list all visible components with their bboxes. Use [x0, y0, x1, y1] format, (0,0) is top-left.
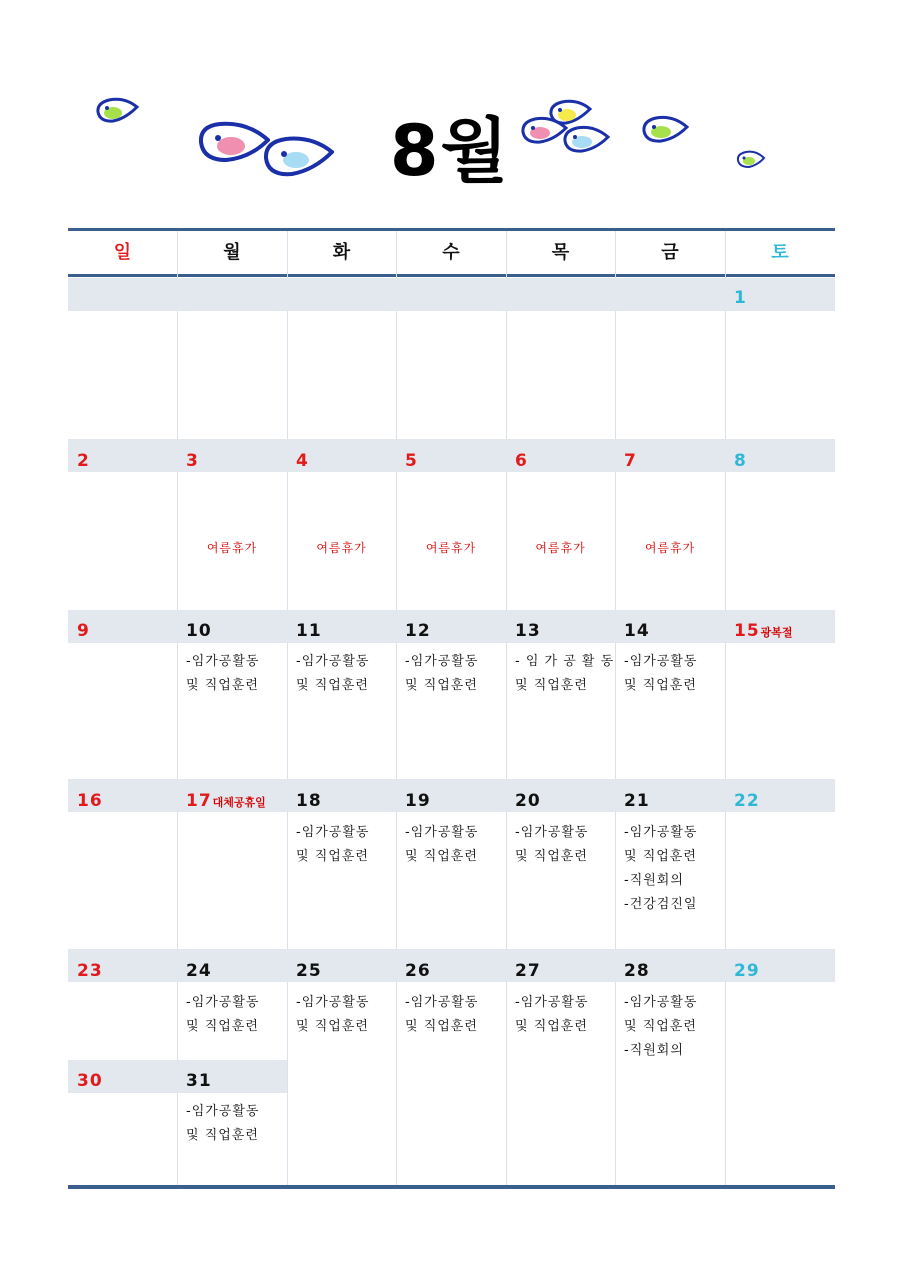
event-text: [624, 821, 697, 917]
day-17: [186, 791, 266, 811]
weekday-header-fri: 금: [661, 242, 679, 263]
day-3: 3: [186, 451, 199, 471]
header-rule: [68, 274, 835, 277]
event-line: 및 직업훈련: [405, 678, 478, 693]
event-line: -건강검진일: [624, 897, 698, 912]
event-line: -임가공활동: [624, 995, 698, 1010]
day-11: 11: [296, 621, 322, 641]
weekday-header-wed: 수: [442, 242, 460, 263]
event-line: 및 직업훈련: [405, 1019, 478, 1034]
vacation-label: 여름휴가: [316, 541, 367, 555]
grid-line: [396, 231, 397, 1185]
day-23: 23: [77, 961, 103, 981]
event-line: 및 직업훈련: [515, 849, 588, 864]
event-text: [515, 991, 588, 1039]
day-8: 8: [734, 451, 747, 471]
event-line: -임가공활동: [186, 1104, 260, 1119]
event-line: -임가공활동: [405, 825, 479, 840]
day-2: 2: [77, 451, 90, 471]
event-line: 및 직업훈련: [405, 849, 478, 864]
day-16: 16: [77, 791, 103, 811]
event-line: 및 직업훈련: [515, 678, 588, 693]
event-line: -임가공활동: [296, 825, 370, 840]
day-19: 19: [405, 791, 431, 811]
weekday-header-sat: 토: [771, 242, 789, 263]
day-15-number: 15: [734, 621, 760, 641]
event-line: -임가공활동: [405, 654, 479, 669]
day-28: 28: [624, 961, 650, 981]
day-6: 6: [515, 451, 528, 471]
day-18: 18: [296, 791, 322, 811]
grid-line: [506, 231, 507, 1185]
event-line: - 임 가 공 활 동: [515, 654, 615, 669]
day-14: 14: [624, 621, 650, 641]
week-band: [68, 278, 835, 311]
day-15: [734, 621, 793, 641]
event-line: 및 직업훈련: [186, 1019, 259, 1034]
day-27: 27: [515, 961, 541, 981]
event-line: -임가공활동: [624, 825, 698, 840]
grid-line: [725, 231, 726, 1185]
event-line: -임가공활동: [624, 654, 698, 669]
day-25: 25: [296, 961, 322, 981]
event-line: -임가공활동: [296, 654, 370, 669]
event-line: 및 직업훈련: [624, 678, 697, 693]
holiday-label-liberation: 광복절: [760, 626, 793, 639]
day-21: 21: [624, 791, 650, 811]
event-text: [515, 650, 614, 698]
day-29: 29: [734, 961, 760, 981]
event-line: -임가공활동: [186, 654, 260, 669]
day-5: 5: [405, 451, 418, 471]
event-line: -임가공활동: [186, 995, 260, 1010]
day-7: 7: [624, 451, 637, 471]
weekday-header-thu: 목: [551, 242, 570, 263]
day-20: 20: [515, 791, 541, 811]
day-10: 10: [186, 621, 212, 641]
vacation-label: 여름휴가: [206, 541, 258, 555]
event-line: -임가공활동: [515, 995, 589, 1010]
vacation-label: 여름휴가: [535, 541, 586, 555]
bottom-rule: [68, 1185, 835, 1189]
event-text: [405, 821, 478, 869]
day-9: 9: [77, 621, 90, 641]
event-line: 및 직업훈련: [296, 849, 369, 864]
event-line: 및 직업훈련: [624, 849, 697, 864]
grid-line: [287, 231, 288, 1185]
day-31: 31: [186, 1071, 212, 1091]
event-text: [186, 650, 259, 698]
week-band: [68, 610, 835, 643]
week-band: [68, 779, 835, 812]
day-12: 12: [405, 621, 431, 641]
event-text: [186, 1100, 259, 1148]
event-line: -임가공활동: [296, 995, 370, 1010]
event-text: [515, 821, 588, 869]
day-22: 22: [734, 791, 760, 811]
calendar-grid: [68, 228, 835, 1190]
event-line: 및 직업훈련: [296, 1019, 369, 1034]
day-1: 1: [734, 288, 747, 308]
day-13: 13: [515, 621, 541, 641]
event-text: [624, 650, 697, 698]
event-text: [624, 991, 697, 1063]
day-26: 26: [405, 961, 431, 981]
event-text: [405, 991, 478, 1039]
event-line: 및 직업훈련: [624, 1019, 697, 1034]
day-30: 30: [77, 1071, 103, 1091]
event-line: 및 직업훈련: [296, 678, 369, 693]
event-line: -직원회의: [624, 873, 684, 888]
grid-line: [177, 231, 178, 1185]
vacation-label: 여름휴가: [425, 541, 477, 555]
event-text: [296, 991, 369, 1039]
event-text: [296, 650, 369, 698]
vacation-label: 여름휴가: [644, 541, 696, 555]
event-line: -직원회의: [624, 1043, 684, 1058]
weekday-header-mon: 월: [223, 242, 241, 263]
month-title: 8월: [389, 110, 511, 192]
event-line: 및 직업훈련: [186, 678, 259, 693]
event-line: -임가공활동: [405, 995, 479, 1010]
event-line: 및 직업훈련: [515, 1019, 588, 1034]
event-line: -임가공활동: [515, 825, 589, 840]
event-text: [296, 821, 369, 869]
day-24: 24: [186, 961, 212, 981]
event-text: [405, 650, 478, 698]
weekday-header-sun: 일: [113, 242, 132, 263]
event-text: [186, 991, 259, 1039]
day-4: 4: [296, 451, 309, 471]
holiday-label-substitute: 대체공휴일: [212, 796, 266, 809]
week-band: [68, 949, 835, 982]
day-17-number: 17: [186, 791, 212, 811]
weekday-header-tue: 화: [332, 242, 351, 263]
week-band: [68, 439, 835, 472]
grid-line: [615, 231, 616, 1185]
event-line: 및 직업훈련: [186, 1128, 259, 1143]
